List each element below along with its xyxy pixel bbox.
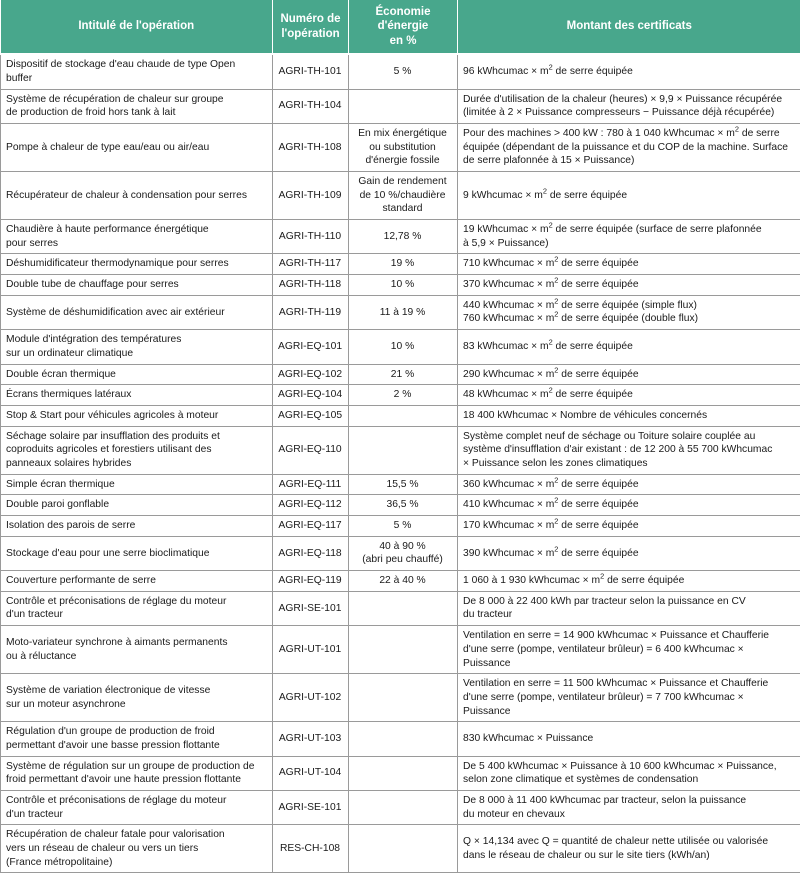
operation-line: de production de froid hors tank à lait xyxy=(6,106,266,120)
column-header-line: l'opération xyxy=(279,27,342,41)
cell-energy-saving xyxy=(349,123,458,171)
cell-operation xyxy=(1,220,273,254)
cell-certificate-amount xyxy=(458,474,800,495)
cell-operation-number: AGRI-UT-102 xyxy=(273,674,349,722)
column-header-line: en % xyxy=(355,34,451,48)
cell-energy-saving xyxy=(349,495,458,516)
operation-line: Couverture performante de serre xyxy=(6,574,266,588)
energy-saving-line: ou substitution xyxy=(354,141,451,155)
cell-operation xyxy=(1,275,273,296)
cell-operation xyxy=(1,89,273,123)
cell-operation xyxy=(1,330,273,364)
column-header-line: Intitulé de l'opération xyxy=(7,19,267,33)
cell-energy-saving xyxy=(349,426,458,474)
certificate-amount-line: 290 kWhcumac × $m^2$ de serre équipée xyxy=(463,368,794,382)
cell-energy-saving xyxy=(349,722,458,756)
superscript: 2 xyxy=(554,310,558,319)
certificate-amount-line: 370 kWhcumac × $m^2$ de serre équipée xyxy=(463,278,794,292)
table-body xyxy=(1,54,800,873)
cell-operation xyxy=(1,405,273,426)
certificate-amount-line: 9 kWhcumac × $m^2$ de serre équipée xyxy=(463,189,794,203)
cell-operation xyxy=(1,756,273,790)
operation-line: ou à réluctance xyxy=(6,650,266,664)
certificate-amount-line: 96 kWhcumac × $m^2$ de serre équipée xyxy=(463,65,794,79)
table-row xyxy=(1,385,800,406)
cell-operation-number: AGRI-EQ-101 xyxy=(273,330,349,364)
energy-saving-line: 10 % xyxy=(354,340,451,354)
cell-energy-saving xyxy=(349,330,458,364)
energy-saving-line: standard xyxy=(354,202,451,216)
operation-line: vers un réseau de chaleur ou vers un tiers xyxy=(6,842,266,856)
cell-operation-number: AGRI-EQ-104 xyxy=(273,385,349,406)
cell-operation xyxy=(1,123,273,171)
cell-operation xyxy=(1,791,273,825)
cell-operation-number: AGRI-SE-101 xyxy=(273,791,349,825)
cell-energy-saving xyxy=(349,254,458,275)
certificate-amount-line: Pour des machines > 400 kW : 780 à 1 040 kWhcumac × $m^2$ de serre xyxy=(463,127,794,141)
operation-line: (France métropolitaine) xyxy=(6,856,266,870)
superscript: 2 xyxy=(554,276,558,285)
operation-line: pour serres xyxy=(6,237,266,251)
operation-line: Régulation d'un groupe de production de froid xyxy=(6,725,266,739)
operation-line: Moto-variateur synchrone à aimants permanents xyxy=(6,636,266,650)
table-row xyxy=(1,123,800,171)
cell-operation-number: AGRI-EQ-111 xyxy=(273,474,349,495)
table-row xyxy=(1,426,800,474)
energy-saving-line: 21 % xyxy=(354,368,451,382)
cell-certificate-amount xyxy=(458,516,800,537)
cell-operation xyxy=(1,385,273,406)
certificate-amount-line: équipée (dépendant de la puissance et du COP de la machine. Surface xyxy=(463,141,794,155)
cell-certificate-amount xyxy=(458,495,800,516)
certificate-amount-line: 360 kWhcumac × $m^2$ de serre équipée xyxy=(463,478,794,492)
cell-operation xyxy=(1,474,273,495)
cell-energy-saving xyxy=(349,825,458,873)
cell-operation-number: AGRI-TH-118 xyxy=(273,275,349,296)
operation-line: Récupération de chaleur fatale pour valorisation xyxy=(6,828,266,842)
energy-saving-line: 10 % xyxy=(354,278,451,292)
table-row xyxy=(1,591,800,625)
cell-certificate-amount xyxy=(458,123,800,171)
cell-certificate-amount xyxy=(458,626,800,674)
certificate-amount-line: système d'insufflation d'air existant : de 12 200 à 55 700 kWhcumac xyxy=(463,443,794,457)
operation-line: sur un ordinateur climatique xyxy=(6,347,266,361)
superscript: 2 xyxy=(735,124,739,133)
cell-energy-saving xyxy=(349,385,458,406)
cell-energy-saving xyxy=(349,791,458,825)
cell-energy-saving xyxy=(349,674,458,722)
cell-certificate-amount xyxy=(458,756,800,790)
cell-certificate-amount xyxy=(458,275,800,296)
cell-energy-saving xyxy=(349,171,458,219)
cell-operation-number: AGRI-EQ-117 xyxy=(273,516,349,537)
cell-certificate-amount xyxy=(458,330,800,364)
certificate-amount-line: dans le réseau de chaleur ou sur le site tiers (kWh/an) xyxy=(463,849,794,863)
cell-operation xyxy=(1,495,273,516)
operation-line: Dispositif de stockage d'eau chaude de type Open xyxy=(6,58,266,72)
table-header xyxy=(1,0,800,54)
cell-operation xyxy=(1,54,273,89)
operation-line: Séchage solaire par insufflation des produits et xyxy=(6,430,266,444)
energy-saving-line: En mix énergétique xyxy=(354,127,451,141)
superscript: 2 xyxy=(549,221,553,230)
certificate-amount-line: 170 kWhcumac × $m^2$ de serre équipée xyxy=(463,519,794,533)
certificate-amount-line: 760 kWhcumac × $m^2$ de serre équipée (double flux) xyxy=(463,312,794,326)
cell-certificate-amount xyxy=(458,89,800,123)
operation-line: Stop & Start pour véhicules agricoles à moteur xyxy=(6,409,266,423)
certificate-amount-line: 710 kWhcumac × $m^2$ de serre équipée xyxy=(463,257,794,271)
cell-energy-saving xyxy=(349,89,458,123)
certificate-amount-line: 19 kWhcumac × $m^2$ de serre équipée (surface de serre plafonnée xyxy=(463,223,794,237)
table-row xyxy=(1,495,800,516)
operation-line: d'un tracteur xyxy=(6,608,266,622)
cell-operation xyxy=(1,364,273,385)
cell-operation-number: AGRI-EQ-118 xyxy=(273,536,349,570)
cell-energy-saving xyxy=(349,756,458,790)
cell-certificate-amount xyxy=(458,674,800,722)
superscript: 2 xyxy=(554,517,558,526)
certificate-amount-line: 48 kWhcumac × $m^2$ de serre équipée xyxy=(463,388,794,402)
cell-operation-number: AGRI-TH-110 xyxy=(273,220,349,254)
operation-line: Stockage d'eau pour une serre bioclimatique xyxy=(6,547,266,561)
column-header-line: Économie d'énergie xyxy=(355,5,451,34)
table-row xyxy=(1,626,800,674)
cell-operation-number: AGRI-TH-108 xyxy=(273,123,349,171)
cell-operation xyxy=(1,626,273,674)
operation-line: Module d'intégration des températures xyxy=(6,333,266,347)
certificate-amount-line: du tracteur xyxy=(463,608,794,622)
cell-operation-number: AGRI-TH-119 xyxy=(273,295,349,329)
operation-line: Chaudière à haute performance énergétique xyxy=(6,223,266,237)
cell-certificate-amount xyxy=(458,54,800,89)
column-header-numero xyxy=(273,0,349,54)
cell-operation xyxy=(1,571,273,592)
certificate-amount-line: Ventilation en serre = 11 500 kWhcumac × Puissance et Chaufferie xyxy=(463,677,794,691)
cell-certificate-amount xyxy=(458,295,800,329)
cell-operation-number: AGRI-TH-104 xyxy=(273,89,349,123)
certificate-amount-line: 830 kWhcumac × Puissance xyxy=(463,732,794,746)
cell-certificate-amount xyxy=(458,825,800,873)
superscript: 2 xyxy=(549,386,553,395)
certificate-amount-line: De 8 000 à 22 400 kWh par tracteur selon la puissance en CV xyxy=(463,595,794,609)
cell-operation-number: AGRI-EQ-110 xyxy=(273,426,349,474)
energy-saving-line: 36,5 % xyxy=(354,498,451,512)
cell-operation xyxy=(1,674,273,722)
table-row xyxy=(1,405,800,426)
table-row xyxy=(1,295,800,329)
column-header-line: Numéro de xyxy=(279,12,342,26)
energy-saving-line: de 10 %/chaudière xyxy=(354,189,451,203)
operation-line: Double écran thermique xyxy=(6,368,266,382)
cell-operation xyxy=(1,254,273,275)
certificate-amount-line: 18 400 kWhcumac × Nombre de véhicules concernés xyxy=(463,409,794,423)
superscript: 2 xyxy=(549,338,553,347)
cell-certificate-amount xyxy=(458,722,800,756)
table-row xyxy=(1,171,800,219)
table-row xyxy=(1,536,800,570)
energy-saving-line: 2 % xyxy=(354,388,451,402)
operation-line: Écrans thermiques latéraux xyxy=(6,388,266,402)
cell-operation xyxy=(1,295,273,329)
operation-line: coproduits agricoles et forestiers utilisant des xyxy=(6,443,266,457)
operation-line: panneaux solaires hybrides xyxy=(6,457,266,471)
energy-saving-line: 40 à 90 % xyxy=(354,540,451,554)
cell-operation-number: AGRI-EQ-102 xyxy=(273,364,349,385)
operation-line: Simple écran thermique xyxy=(6,478,266,492)
column-header-economie xyxy=(349,0,458,54)
certificate-amount-line: Q × 14,134 avec Q = quantité de chaleur nette utilisée ou valorisée xyxy=(463,835,794,849)
certificate-amount-line: 410 kWhcumac × $m^2$ de serre équipée xyxy=(463,498,794,512)
cell-certificate-amount xyxy=(458,426,800,474)
cell-energy-saving xyxy=(349,405,458,426)
table-row xyxy=(1,791,800,825)
operation-line: froid permettant d'avoir une haute pression flottante xyxy=(6,773,266,787)
cell-operation-number: AGRI-TH-101 xyxy=(273,54,349,89)
superscript: 2 xyxy=(600,572,604,581)
energy-saving-line: 15,5 % xyxy=(354,478,451,492)
energy-saving-line: 5 % xyxy=(354,519,451,533)
cell-operation-number: AGRI-UT-103 xyxy=(273,722,349,756)
certificate-amount-line: d'une serre (pompe, ventilateur brûleur) = 6 400 kWhcumac × Puissance xyxy=(463,643,794,670)
cell-energy-saving xyxy=(349,364,458,385)
operation-line: buffer xyxy=(6,72,266,86)
certificate-amount-line: du moteur en chevaux xyxy=(463,808,794,822)
column-header-montant xyxy=(458,0,800,54)
table-row xyxy=(1,571,800,592)
superscript: 2 xyxy=(554,255,558,264)
cell-operation xyxy=(1,722,273,756)
cell-operation-number: AGRI-SE-101 xyxy=(273,591,349,625)
superscript: 2 xyxy=(554,544,558,553)
table-row xyxy=(1,364,800,385)
table-row xyxy=(1,722,800,756)
table-row xyxy=(1,220,800,254)
certificate-amount-line: Système complet neuf de séchage ou Toiture solaire couplée au xyxy=(463,430,794,444)
operation-line: sur un moteur asynchrone xyxy=(6,698,266,712)
cell-operation xyxy=(1,591,273,625)
cell-certificate-amount xyxy=(458,220,800,254)
table-row xyxy=(1,825,800,873)
cell-energy-saving xyxy=(349,536,458,570)
table-row xyxy=(1,330,800,364)
cell-certificate-amount xyxy=(458,254,800,275)
certificate-amount-line: d'une serre (pompe, ventilateur brûleur) = 7 700 kWhcumac × Puissance xyxy=(463,691,794,718)
table-row xyxy=(1,674,800,722)
operation-line: Double tube de chauffage pour serres xyxy=(6,278,266,292)
energy-saving-line: Gain de rendement xyxy=(354,175,451,189)
superscript: 2 xyxy=(549,63,553,72)
table-row xyxy=(1,756,800,790)
certificate-amount-line: 440 kWhcumac × $m^2$ de serre équipée (simple flux) xyxy=(463,299,794,313)
cell-energy-saving xyxy=(349,516,458,537)
certificate-amount-line: de serre plafonnée à 15 × Puissance) xyxy=(463,154,794,168)
operation-line: Déshumidificateur thermodynamique pour serres xyxy=(6,257,266,271)
cell-certificate-amount xyxy=(458,536,800,570)
cell-energy-saving xyxy=(349,474,458,495)
cell-operation-number: AGRI-UT-101 xyxy=(273,626,349,674)
operation-line: Double paroi gonflable xyxy=(6,498,266,512)
operation-line: Récupérateur de chaleur à condensation pour serres xyxy=(6,189,266,203)
superscript: 2 xyxy=(543,186,547,195)
cell-certificate-amount xyxy=(458,171,800,219)
column-header-line: Montant des certificats xyxy=(464,19,795,33)
table-row xyxy=(1,474,800,495)
cell-operation-number: AGRI-TH-117 xyxy=(273,254,349,275)
superscript: 2 xyxy=(554,496,558,505)
operation-line: permettant d'avoir une basse pression flottante xyxy=(6,739,266,753)
cell-certificate-amount xyxy=(458,591,800,625)
operation-line: Système de régulation sur un groupe de production de xyxy=(6,760,266,774)
cell-operation-number: AGRI-EQ-105 xyxy=(273,405,349,426)
operation-line: Pompe à chaleur de type eau/eau ou air/eau xyxy=(6,141,266,155)
table-row xyxy=(1,254,800,275)
table-row xyxy=(1,275,800,296)
table-row xyxy=(1,54,800,89)
operation-line: Isolation des parois de serre xyxy=(6,519,266,533)
cell-operation-number: AGRI-EQ-112 xyxy=(273,495,349,516)
certificate-amount-line: Ventilation en serre = 14 900 kWhcumac × Puissance et Chaufferie xyxy=(463,629,794,643)
energy-saving-line: 5 % xyxy=(354,65,451,79)
cell-operation-number: AGRI-UT-104 xyxy=(273,756,349,790)
superscript: 2 xyxy=(554,296,558,305)
cell-certificate-amount xyxy=(458,364,800,385)
cell-operation-number: AGRI-EQ-119 xyxy=(273,571,349,592)
certificate-amount-line: × Puissance selon les zones climatiques xyxy=(463,457,794,471)
certificate-amount-line: De 5 400 kWhcumac × Puissance à 10 600 kWhcumac × Puissance, xyxy=(463,760,794,774)
cell-operation xyxy=(1,171,273,219)
cell-operation xyxy=(1,825,273,873)
operation-line: d'un tracteur xyxy=(6,808,266,822)
certificate-amount-line: Durée d'utilisation de la chaleur (heures) × 9,9 × Puissance récupérée xyxy=(463,93,794,107)
column-header-operation xyxy=(1,0,273,54)
certificate-amount-line: 1 060 à 1 930 kWhcumac × $m^2$ de serre équipée xyxy=(463,574,794,588)
cell-operation xyxy=(1,516,273,537)
superscript: 2 xyxy=(554,365,558,374)
cell-energy-saving xyxy=(349,275,458,296)
table-row xyxy=(1,516,800,537)
certificate-amount-line: à 5,9 × Puissance) xyxy=(463,237,794,251)
certificate-amount-line: (limitée à 2 × Puissance compresseurs − Puissance déjà récupérée) xyxy=(463,106,794,120)
cell-energy-saving xyxy=(349,591,458,625)
cell-certificate-amount xyxy=(458,571,800,592)
cell-energy-saving xyxy=(349,54,458,89)
operation-line: Système de déshumidification avec air extérieur xyxy=(6,306,266,320)
cell-operation xyxy=(1,536,273,570)
cell-energy-saving xyxy=(349,295,458,329)
cell-energy-saving xyxy=(349,626,458,674)
header-row xyxy=(1,0,800,54)
table-row xyxy=(1,89,800,123)
cell-operation xyxy=(1,426,273,474)
superscript: 2 xyxy=(554,475,558,484)
cell-certificate-amount xyxy=(458,385,800,406)
cell-operation-number: AGRI-TH-109 xyxy=(273,171,349,219)
certificate-amount-line: 83 kWhcumac × $m^2$ de serre équipée xyxy=(463,340,794,354)
certificate-amount-line: 390 kWhcumac × $m^2$ de serre équipée xyxy=(463,547,794,561)
cell-certificate-amount xyxy=(458,405,800,426)
cell-certificate-amount xyxy=(458,791,800,825)
energy-saving-line: d'énergie fossile xyxy=(354,154,451,168)
energy-saving-line: 22 à 40 % xyxy=(354,574,451,588)
energy-saving-line: (abri peu chauffé) xyxy=(354,553,451,567)
cell-operation-number: RES-CH-108 xyxy=(273,825,349,873)
energy-saving-line: 11 à 19 % xyxy=(354,306,451,320)
certificate-amount-line: De 8 000 à 11 400 kWhcumac par tracteur, selon la puissance xyxy=(463,794,794,808)
operation-line: Contrôle et préconisations de réglage du moteur xyxy=(6,595,266,609)
cell-energy-saving xyxy=(349,220,458,254)
operation-line: Système de variation électronique de vitesse xyxy=(6,684,266,698)
energy-saving-line: 12,78 % xyxy=(354,230,451,244)
certificate-amount-line: selon zone climatique et systèmes de condensation xyxy=(463,773,794,787)
energy-saving-line: 19 % xyxy=(354,257,451,271)
operation-line: Contrôle et préconisations de réglage du moteur xyxy=(6,794,266,808)
operation-line: Système de récupération de chaleur sur groupe xyxy=(6,93,266,107)
cell-energy-saving xyxy=(349,571,458,592)
